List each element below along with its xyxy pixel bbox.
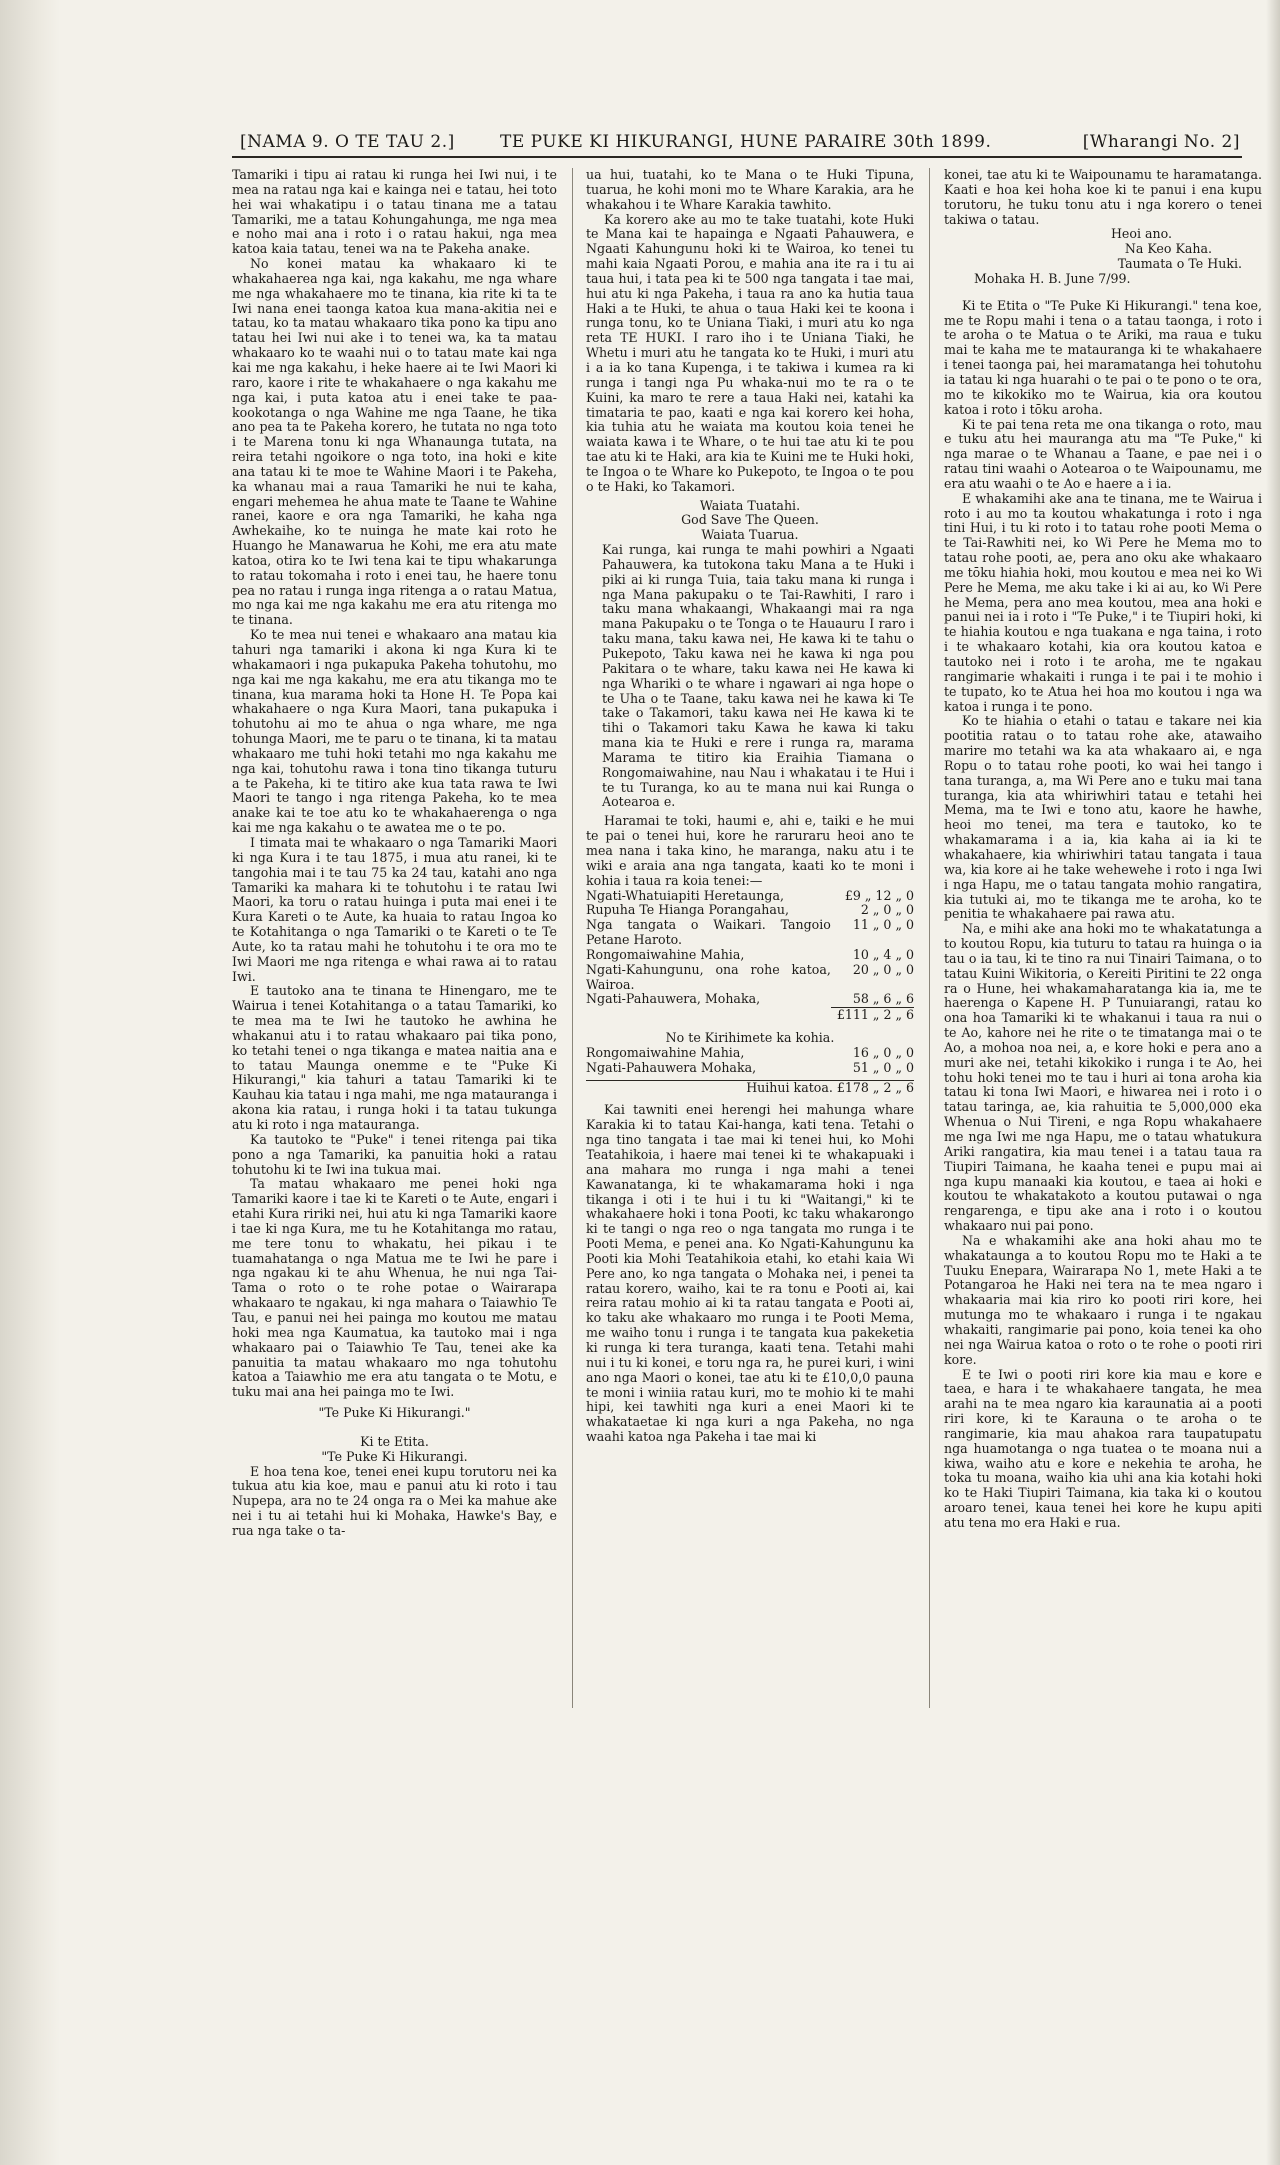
issue-number: [NAMA 9. O TE TAU 2.]: [240, 132, 455, 152]
closing: Heoi ano.: [1110, 226, 1172, 242]
paragraph: Na, e mihi ake ana hoki mo te whakatatunga a to koutou Ropu, kia tuturu to tatau ra huinga o ia tau o ia tau, ki te tino ra nui Tinairi Taimana, o to tatau Kuini Wikitoria, o Kereiti Piritini te 22 onga ra o Hune, hei whakamaharatanga kia ia, me te haerenga o Kapene H. P Tunuiarangi, ratau ko ona hoa Tamariki ki te whakanui i taua ra nui o te Ao, kahore nei he rite o te timatanga mai o te Ao, a mohoa noa nei, a, e kore hoki e pera ano a muri ake nei, tetahi kikokiko i runga i te Ao, hei tohu hoki tenei mo te tau i huri ai tona aroha kia tatau ki tona Iwi Maori, e hiwarea nei i roto i o tatau taringa, ae, kia rahuitia te 5,000,000 eka Whenua o Nui Tireni, e nga Ropu whakahaere me nga Iwi me nga Hapu, me o tatau whatukura Ariki rangatira, kia mau tenei i a tatau taua ra Tiupiri Taimana, he kaaha tenei e pupu mai ai nga kupu manaaki kia koutou, e taea ai hoki e koutou te whakatakoto a koutou putawai o nga rengarenga, e tipu ake ana i roto i o koutou whakaaro nui pai pono.: [944, 921, 1262, 1234]
donor: Nga tangata o Waikari. Tangoio Petane Haroto.: [586, 917, 831, 948]
amount: 16 „ 0 „ 0: [852, 1044, 914, 1060]
song-heading: Waiata Tuatahi.: [699, 497, 801, 513]
scan-right-edge: [1266, 0, 1280, 2165]
paragraph: E tautoko ana te tinana te Hinengaro, me te Wairua i tenei Kotahitanga o a tatau Tamariki, ko te mea ma te Iwi he tautoko he awhina he whakanui atu i to ratau whakaaro pai tika pono, ko tetahi tenei o nga tikanga e matea naitia ana e to tatau Maunga onemme e te "Puke Ki Hikurangi," kia tahuri a tatau Tamariki ki te Kauhau kia tatau i nga mahi, me nga matauranga i akona kia ratau, i runga hoki i ta tatau tukunga atu ki roto i nga matauranga.: [232, 983, 557, 1132]
letter-heading: Ki te Etita.: [360, 1433, 429, 1449]
amount: £9 „ 12 „ 0: [844, 887, 914, 903]
page-number: [Wharangi No. 2]: [1082, 132, 1240, 152]
table-row: [586, 1046, 914, 1061]
letter-dateline: Mohaka H. B. June 7/99.: [974, 270, 1131, 286]
column-1: [232, 168, 557, 2158]
paragraph: Ka tautoko te "Puke" i tenei ritenga pai tika pono a nga Tamariki, ka panuitia hoki a ratau tohutohu ki te Iwi ina tukua mai.: [232, 1131, 557, 1177]
donor: Rupuha Te Hianga Porangahau,: [586, 902, 789, 918]
amount: 20 „ 0 „ 0: [852, 961, 914, 977]
amount: 10 „ 4 „ 0: [852, 946, 914, 962]
paragraph: Haramai te toki, haumi e, ahi e, taiki e he mui te pai o tenei hui, kore he raruraru heoi ano te mea nana i taka kino, he maranga, naku atu i te wiki e araia ana nga tangata, kaati ko te moni i kohia i taua ra koia tenei:—: [586, 813, 914, 888]
table-row: [586, 963, 914, 993]
subtotal: £111 „ 2 „ 6: [831, 1008, 914, 1023]
paragraph: Ko te mea nui tenei e whakaaro ana matau kia tahuri nga tamariki i akona ki nga Kura ki te whakamaori i nga pukapuka Pakeha tohutohu, mo nga kai me nga kakahu, me era atu tikanga mo te tinana, kua marama hoki ta Hone H. Te Popa kai whakahaere o nga Kura Maori, tana pukapuka i tohutohu ai mo te ahua o nga whare, me nga tohunga Maori, me te paru o te tinana, ki ta matau whakaaro me tuhi hoki tetahi mo nga kakahu me nga kai, tohutohu rawa i tona tino tikanga tuturu a te Pakeha, ki te titiro ake kua tata rawa te Iwi Maori te tango i nga ritenga Pakeha, ko te mea anake kai te toe atu ko te whakahaerenga o nga kai me nga kakahu o te awatea me o te po.: [232, 627, 557, 836]
paragraph: I timata mai te whakaaro o nga Tamariki Maori ki nga Kura i te tau 1875, i mua atu ranei, ki te tangohia mai i te tau 75 ka 24 tau, katahi ano nga Tamariki ka mahara ki te tohutohu i te ratau Iwi Maori, ka toru o ratau huinga i puta mai enei i te Kura Kareti o te Aute, ka huaia to ratau Ingoa ko te Kotahitanga o nga Tamariki o te Kareti o te Te Aute, ko ta ratau mahi he tohutohu i te ora mo te Iwi Maori me nga ritenga e whai rawa ai to ratau Iwi.: [232, 834, 557, 984]
song-title: God Save The Queen.: [681, 512, 819, 528]
author-place: Taumata o Te Huki.: [1117, 256, 1242, 272]
column-3: [944, 168, 1262, 2158]
letter-subheading: "Te Puke Ki Hikurangi.: [321, 1448, 468, 1464]
paragraph: Na e whakamihi ake ana hoki ahau mo te whakataunga a to koutou Ropu mo te Haki a te Tuuku Enepara, Wairarapa No 1, mete Haki a te Potangaroa he Haki nei tera na te mea ngaro i whakaaria mai kia riro ko pooti riri kore, hei mutunga mo te whakaaro i runga i te ngakau whakaiti, rangimarie pai pono, koia tenei ka oho nei nga Wairua katoa o roto o te rohe o pooti riri kore.: [944, 1232, 1262, 1367]
column-divider: [929, 168, 930, 1708]
editorial-signature: "Te Puke Ki Hikurangi.": [318, 1405, 471, 1421]
grand-total: Huihui katoa. £178 „ 2 „ 6: [586, 1080, 914, 1096]
paragraph: Kai tawniti enei herengi hei mahunga whare Karakia ki to tatau Kai-hanga, kati tena. Tetahi o nga tino tangata i tae mai ki tenei hui, ko Mohi Teatahikoia, i haere mai tenei ki te whakapuaki i ana mahara mo runga i nga mahi a tenei Kawanatanga, ki te whakamarama hoki i nga tikanga i oti i te hui i tu ki "Waitangi," ki te whakahaere hoki i tona Pooti, kc taku whakarongo ki te tangi o nga reo o nga tangata mo runga i te Pooti Mema, e penei ana. Ko Ngati-Kahungunu ka Pooti kia Mohi Teatahikoia etahi, ko etahi kaia Wi Pere ano, ko nga tangata o Mohaka nei, i penei ta ratau korero, waiho, kai te ra tonu e Pooti ai, kai reira ratau mohio ai ki ta ratau tangata e Pooti ai, ko taku ake whakaaro mo runga i te Pooti Mema, me waiho tonu i runga i te tangata kua pakeketia ki runga ki tera turanga, kaati tena. Tetahi mahi nui i tu ki konei, e toru nga ra, he purei kuri, i wini ano nga Maori o konei, tae atu ki te £10,0,0 pauna te moni i winiia ratau kuri, mo te mohio ki te mahi hipi, kei tawhiti nga kuri a enei Maori ki te whakataetae ki nga kuri a nga Pakeha, no nga waahi katoa nga Pakeha i tae mai ki: [586, 1102, 914, 1445]
amount: 2 „ 0 „ 0: [860, 902, 914, 918]
song-heading: Waiata Tuarua.: [701, 527, 799, 543]
table-row: [586, 903, 914, 918]
donations-table-2: [586, 1046, 914, 1076]
donor: Ngati-Pahauwera Mohaka,: [586, 1059, 757, 1075]
masthead-title: TE PUKE KI HIKURANGI, HUNE PARAIRE 30th 1899.: [500, 132, 992, 152]
donor: Ngati-Kahungunu, ona rohe katoa, Wairoa.: [586, 961, 831, 992]
table-row: [586, 948, 914, 963]
donor: Ngati-Pahauwera, Mohaka,: [586, 991, 761, 1007]
table-row: [586, 1061, 914, 1076]
paragraph: Ko te hiahia o etahi o tatau e takare nei kia pootitia ratau o to tatau rohe ake, atawaiho marire mo tetahi wa ka ata whakaaro ai, e nga Ropu o to tatau rohe pooti, ko wai hei tango i tana turanga, a, ma Wi Pere ano e tuku mai tana turanga, kia ata whiriwhiri tatau e tetahi hei Mema, ma te Iwi e tono atu, kaore he hawhe, heoi mo tenei, ma tera e tautoko, ko te whakamarama i a ia, kia kaha ai ia ki te whakahaere, kia whiriwhiri tatau tangata i taua wa, kia kore ai he take wehewehe i roto i nga Iwi i nga Hapu, me o tatau tangata mohio rangatira, kia tutuki ai, mo te tikanga me te aroha, ko te penitia te whakahaere pai rawa atu.: [944, 713, 1262, 922]
paragraph: konei, tae atu ki te Waipounamu te haramatanga. Kaati e hoa kei hoha koe ki te panui i ena kupu torutoru, he tuku tonu atu i nga korero o tenei takiwa o tatau.: [944, 168, 1262, 227]
collection-heading: No te Kirihimete ka kohia.: [665, 1030, 835, 1046]
paragraph: Ki te Etita o "Te Puke Ki Hikurangi." tena koe, me te Ropu mahi i tena o a tatau taonga, i roto i te aroha o te Matua o te Ariki, ma raua e tuku mai te kaha me te matauranga ki te whakahaere i tenei taonga pai, hei maramatanga hei tohutohu ia tatau ki nga huarahi o te pai o te pono o te ora, mo te kikokiko mo te Wairua, kia ora koutou katoa i roto i tōku aroha.: [944, 297, 1262, 417]
donor: Ngati-Whatuiapiti Heretaunga,: [586, 887, 784, 903]
paragraph: Ki te pai tena reta me ona tikanga o roto, mau e tuku atu hei mauranga atu ma "Te Puke," ki nga marae o te Whanau a Taane, e pae nei i o ratau tini waahi o Aotearoa o te Waipounamu, me era atu waahi o te Ao e haere a i ia.: [944, 416, 1262, 491]
song-lyrics: Kai runga, kai runga te mahi powhiri a Ngaati Pahauwera, ka tutokona taku Mana a te Huki i piki ai ki runga Tuia, taia taku mana ki runga i nga Mana pakupaku o te Tai-Rawhiti, I raro i taku mana whakaangi, Whakaangi mai ra nga mana Pakupaku o te Tonga o te Hauauru I raro i taku mana, taku kawa nei, He kawa ki te tahu o Pukepoto, Taku kawa nei he kawa ki nga pou Pakitara o te whare, taku kawa nei He kawa ki nga Whariki o te whare i ngawari ai nga hope o te Uha o te Taane, taku kawa nei he kawa ki Te take o Takamori, taku kawa nei He kawa ki te tihi o Takamori taku Kawa he kawa ki taku mana kia te Huki e rere i runga ra, marama Marama te titiro kia Eraihia Tiamana o Rongomaiwahine, nau Nau i whakatau i te Hui i te tu Turanga, ko au te mana nui kai Runga o Aotearoa e.: [602, 542, 914, 810]
column-divider: [572, 168, 573, 1708]
paragraph: Ta matau whakaaro me penei hoki nga Tamariki kaore i tae ki te Kareti o te Aute, engari i etahi Kura ririki nei, hui atu ki nga Tamariki kaore i tae ki nga Kura, me tu he Kotahitanga mo ratau, me tere tonu to whakatu, hei pikau i te tuamahatanga o nga Matua me te Iwi he pare i nga ngakau ki te ahu Whenua, he nui nga Tai-Tama o roto o te rohe potae o Wairarapa whakaaro te ngakau, ki nga mahara o Taiawhio Te Tau, e panui nei hei painga mo koutou me matau hoki mea nga Kaumatua, ka tautoko mai i nga whakaaro pai o Taiawhio Te Tau, tenei ake ka panuitia ta matau whakaaro mo nga tohutohu katoa a Taiawhio me era atu tangata o te Motu, e tuku mai ana hei painga mo te Iwi.: [232, 1176, 557, 1400]
amount: 11 „ 0 „ 0: [852, 917, 914, 933]
table-row: [586, 889, 914, 904]
donor: Rongomaiwahine Mahia,: [586, 946, 745, 962]
amount: 51 „ 0 „ 0: [852, 1059, 914, 1075]
amount: 58 „ 6 „ 6: [852, 991, 914, 1007]
paragraph: ua hui, tuatahi, ko te Mana o te Huki Tipuna, tuarua, he kohi moni mo te Whare Karakia, ara he whakahou i te Whare Karakia tawhito.: [586, 168, 914, 212]
table-row: [586, 918, 914, 948]
table-row: [586, 992, 914, 1007]
page-header: [230, 126, 1270, 158]
subtotal-row: [586, 1008, 914, 1023]
donations-table: [586, 889, 914, 1024]
scan-left-edge: [0, 0, 60, 2165]
donor: Rongomaiwahine Mahia,: [586, 1044, 745, 1060]
paragraph: No konei matau ka whakaaro ki te whakahaerea nga kai, nga kakahu, me nga whare me nga whakahaere mo te tinana, kia rite ki ta te Iwi nana enei taonga katoa kua mana-akitia nei e tatau, ko ta matau whakaaro tika pono ka tipu ano tatau hei Iwi nui ake i to tenei wa, ka ta matau whakaaro ko te waahi nui o to tatau mate kai nga kai me nga kakahu, i heke haere ai te Iwi Maori ki raro, kaore i rite te whakahaere o nga kakahu me nga kai, i puta katoa atu i enei take te paa-kookotanga o nga Wahine me nga Taane, he tika ano pea ta te Pakeha korero, he tutata no nga toto i te Marena tonu ki nga Whanaunga tutata, na reira tetahi ngoikore o nga toto, ina hoki e kite ana tatau ki te moe te Wahine Maori i te Pakeha, ka whanau mai a raua Tamariki he nui te kaha, engari mehemea he ahua mate te Taane te Wahine ranei, kaore e ora nga Tamariki, he kaha nga Awhekaihe, ko te nuinga he mate kai roto he Huango he Manawarua he Kohi, me era atu mate katoa, otira ko te Iwi tena kai te tipu whakarunga to ratau tokomaha i roto i enei tau, he haere tonu pea no ratau i runga inga ritenga a o ratau Matua, mo nga kai me nga kakahu me era atu ritenga mo te tinana.: [232, 256, 557, 628]
paragraph: Ka korero ake au mo te take tuatahi, kote Huki te Mana kai te hapainga e Ngaati Pahauwera, e Ngaati Kahungunu hoki ki te Wairoa, ko tenei tu mahi kaia Ngaati Porou, e mahia ana ite ra i tu ai taua hui, i tata pea ki te 500 nga tangata i tae mai, hui atu ki nga Pakeha, i taua ra ano ka hutia taua Haki a te Huki, te ahua o taua Haki kei te koona i runga tonu, ko te Uniana Tiaki, i muri atu ko nga reta TE HUKI. I raro iho i te Uniana Tiaki, he Whetu i muri atu he tangata ko te Huki, i muri atu i a ia ko tana Kupenga, i te takiwa i kumea ra ki runga i tangi nga Pu whaka-nui mo te ra o te Kuini, ka maro te rere a taua Haki nei, katahi ka timataria te pao, kaati e nga kai korero kei hoha, kia tuhia atu he waiata ma koutou koia tenei he waiata kawa i te Whare, o te hui tae atu ki te pou tae atu ki te Haki, ara kia te Kuini me te Huki hoki, te Ingoa o te Whare ko Pukepoto, te Ingoa o te pou o te Haki, ko Takamori.: [586, 211, 914, 494]
paragraph: Tamariki i tipu ai ratau ki runga hei Iwi nui, i te mea na ratau nga kai e kainga nei e tatau, hei toto hei wai whakatipu i o tatau tinana me a tatau Tamariki, me a tatau Kohungahunga, me nga mea e noho mai ana i roto i o ratau hakui, nga mea katoa kaia tatau, tenei wa na te Pakeha anake.: [232, 168, 557, 257]
header-rule: [232, 156, 1242, 158]
column-2: [586, 168, 914, 2158]
paragraph: E te Iwi o pooti riri kore kia mau e kore e taea, e hara i te whakahaere tangata, he mea arahi na te mea ngaro kia karaunatia ai a pooti riri kore, ki te Karauna o te aroha o te rangimarie, kia mau ahakoa rara taupatupatu nga huamotanga o nga tuatea o te moana nui a kiwa, waiho atu e kore e nekehia te aroha, he toka tu moana, waiho kia uhi ana kia kotahi hoki ko te Haki Tiupiri Taimana, kia taka ki o koutou aroaro tenei, kaua tenei hei kore he kupu apiti atu tena mo era Haki e rua.: [944, 1366, 1262, 1530]
paragraph: E hoa tena koe, tenei enei kupu torutoru nei ka tukua atu kia koe, mau e panui atu ki roto i tau Nupepa, ara no te 24 onga ra o Mei ka mahue ake nei i tu ai tetahi hui ki Mohaka, Hawke's Bay, e rua nga take o ta-: [232, 1463, 557, 1538]
paragraph: E whakamihi ake ana te tinana, me te Wairua i roto i au mo ta koutou whakatunga i roto i nga tini Hui, i tu ki roto i to tatau rohe pooti Mema o te Tai-Rawhiti nei, ko Wi Pere he Mema mo to tatau rohe pooti, ae, pera ano oku ake whakaaro me tōku hiahia hoki, mou koutou e mea nei ko Wi Pere he Mema, me aku take i ki ai au, ko Wi Pere he Mema, pera ano mea koutou, mea ana hoki e panui nei ia i roto i "Te Puke," i te Tiupiri hoki, ki te hiahia koutou e nga tuakana e nga taina, i roto i te whakaaro kotahi, kia ora koutou katoa e tautoko nei i roto i te aroha, me te ngakau rangimarie whakaiti i runga i te pai i te mohio i te tupato, ko te Atua hei hoa mo koutou i nga wa katoa i runga i te pono.: [944, 490, 1262, 714]
author-name: Na Keo Kaha.: [1124, 241, 1212, 257]
